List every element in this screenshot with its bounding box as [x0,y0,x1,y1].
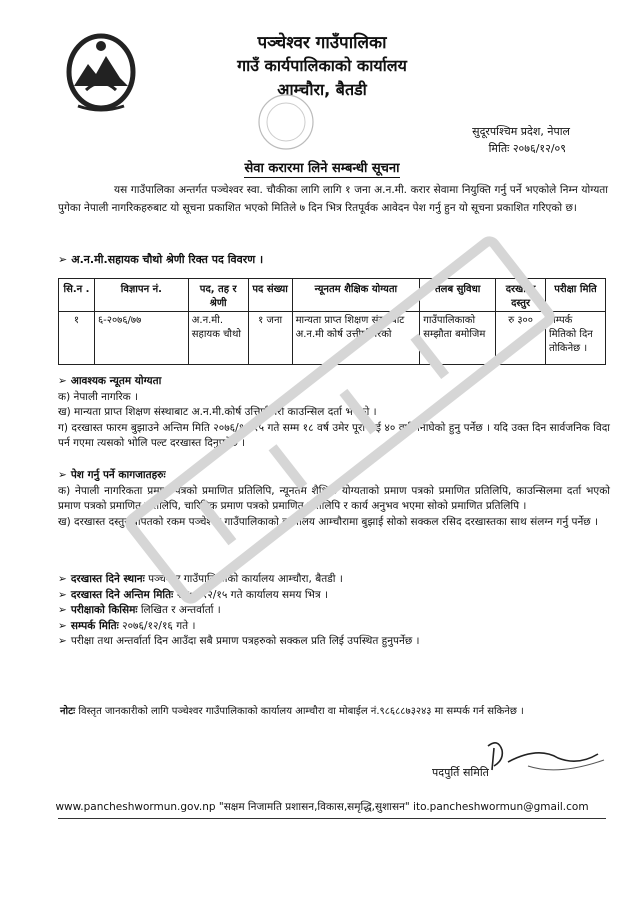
arrow-icon: ➢ [58,573,67,585]
table-header: तलब सुविधा [420,279,496,312]
document-item: ख) दरखास्त दस्तुर बापतको रकम पञ्चेश्वर गाउँपालिकाको कार्यालय आम्चौरामा बुझाई सोको सक्कल रसिद दरखास्तका साथ संलग्न गर्नु पर्नेछ । [58,515,598,528]
qualification-item: ग) दरखास्त फारम बुझाउने अन्तिम मिति २०७६/१२/१५ गते सम्म १८ वर्ष उमेर पूरा भई ४० वर्ष ननाघेको हुनु पर्नेछ । यदि उक्त दिन सार्वजनिक विदा पर्न गएमा त्यसको भोलि पल्ट दरखास्त दिनुपर्नेछ । [58,421,610,449]
table-header: सि.न . [59,279,95,312]
documents-heading: पेश गर्नु पर्ने कागजातहरुः [70,469,166,481]
table-cell: ६-२०७६/७७ [94,312,188,365]
table-cell: रु ३०० [496,312,546,365]
note-label: नोटः [60,706,76,717]
vacancy-section-text: अ.न.मी.सहायक चौथो श्रेणी रिक्त पद विवरण । [71,253,264,266]
detail-value: पञ्चेश्वर गाउँपालिकाको कार्यालय आम्चौरा, बैतडी । [148,573,343,585]
table-cell: गाउँपालिकाको सम्झौता बमोजिम [420,312,496,365]
detail-label: सम्पर्क मितिः [70,619,119,632]
documents-section [58,468,610,530]
detail-value: लिखित र अन्तर्वार्ता । [140,604,221,616]
arrow-icon: ➢ [58,469,67,481]
footer-contact: www.pancheshwormun.gov.np "सक्षम निजामति प्रशासन,विकास,समृद्धि,सुशासन" ito.pancheshwormun@gmail.com [55,801,589,813]
notice-title [0,158,644,176]
table-cell: मान्यता प्राप्त शिक्षण संस्थाबाट अ.न.मी कोर्ष उत्तीर्ण गरेको [292,312,420,365]
table-header: पद संख्या [248,279,292,312]
vacancy-section-heading [58,252,263,267]
table-header: दरखास्त दस्तुर [496,279,546,312]
vacancy-table [58,278,606,365]
arrow-icon: ➢ [58,635,67,647]
table-row [59,312,606,365]
qualification-heading: आवश्यक न्यूतम योग्यता [70,375,162,387]
arrow-icon: ➢ [58,588,67,601]
detail-value: २०७६/१२/१६ गते । [122,619,196,632]
table-cell: १ [59,312,95,365]
document-item: क) नेपाली नागरिकता प्रमाण पत्रको प्रमाणित प्रतिलिपि, न्यूनतम शैक्षिक योग्यताको प्रमाण पत्रको प्रमाणित प्रतिलिपि, काउन्सिलमा दर्ता भएको प्रमाण पत्रको प्रमाणित प्रतिलिपि, चारित्रिक प्रमाण पत्रको प्रमाणित प्रतिलिपि र कार्य अनुभव भएमा सोको प्रमाणित प्रतिलिपि । [58,484,610,512]
office-name: गाउँ कार्यपालिकाको कार्यालय [237,56,407,75]
detail-item [58,603,610,619]
arrow-icon: ➢ [58,375,67,387]
note [60,703,524,717]
table-cell: अ.न.मी. सहायक चौथो [188,312,248,365]
arrow-icon: ➢ [58,604,67,616]
detail-value: २०७६/१२/१५ गते कार्यालय समय भित्र । [176,588,329,601]
table-cell: सम्पर्क मितिको दिन तोकिनेछ । [546,312,606,365]
intro-paragraph: यस गाउँपालिका अन्तर्गत पञ्चेश्वर स्वा. चौकीका लागि लागि १ जना अ.न.मी. करार सेवामा नियुक्ति गर्नु पर्ने भएकोले निम्न योग्यता पुगेका नेपाली नागरिकहरुबाट यो सूचना प्रकाशित भएको मितिले ७ दिन भित्र रितपूर्वक आवेदन पेश गर्नु हुन यो सूचना प्रकाशित गरिएको छ। [58,184,608,214]
footer-divider [58,818,606,819]
arrow-icon: ➢ [58,253,68,266]
qualification-section [58,374,610,452]
detail-label: दरखास्त दिने स्थानः [70,573,145,585]
detail-item [58,619,610,635]
office-location: आम्चौरा, बैतडी [277,80,367,99]
notice-title-text: सेवा करारमा लिने सम्बन्धी सूचना [244,161,400,176]
note-text: विस्तृत जानकारीको लागि पञ्चेश्वर गाउँपालिकाको कार्यालय आम्चौरा वा मोबाईल नं.९८६८८७३२४३ मा सम्पर्क गर्न सकिनेछ । [78,706,524,717]
table-header: विज्ञापन नं. [94,279,188,312]
detail-value: परीक्षा तथा अन्तर्वार्ता दिन आउँदा सबै प्रमाण पत्रहरुको सक्कल प्रति लिई उपस्थित हुनुपर्नेछ । [70,635,420,647]
table-header: परीक्षा मिति [546,279,606,312]
qualification-item: क) नेपाली नागरिक । [58,390,139,403]
table-header: पद, तह र श्रेणी [188,279,248,312]
municipality-name: पञ्चेश्वर गाउँपालिका [257,33,387,53]
qualification-item: ख) मान्यता प्राप्त शिक्षण संस्थाबाट अ.न.मी.कोर्ष उत्तिर्ण गरी काउन्सिल दर्ता भएको । [58,406,377,418]
detail-item [58,634,610,650]
table-header: न्यूनतम शैक्षिक योग्यता [292,279,420,312]
province-text: सुदूरपश्चिम प्रदेश, नेपाल [472,125,570,138]
detail-label: दरखास्त दिने अन्तिम मितिः [70,588,174,601]
detail-item [58,588,610,604]
table-cell: १ जना [248,312,292,365]
office-seal-icon [238,92,334,152]
arrow-icon: ➢ [58,619,67,632]
table-header-row [59,279,606,312]
application-details [58,572,610,650]
notice-date: मितिः २०७६/१२/०९ [488,142,566,155]
detail-item [58,572,610,588]
detail-label: परीक्षाको किसिमः [70,604,138,616]
signature-title: पदपुर्ति समिति [432,766,489,779]
